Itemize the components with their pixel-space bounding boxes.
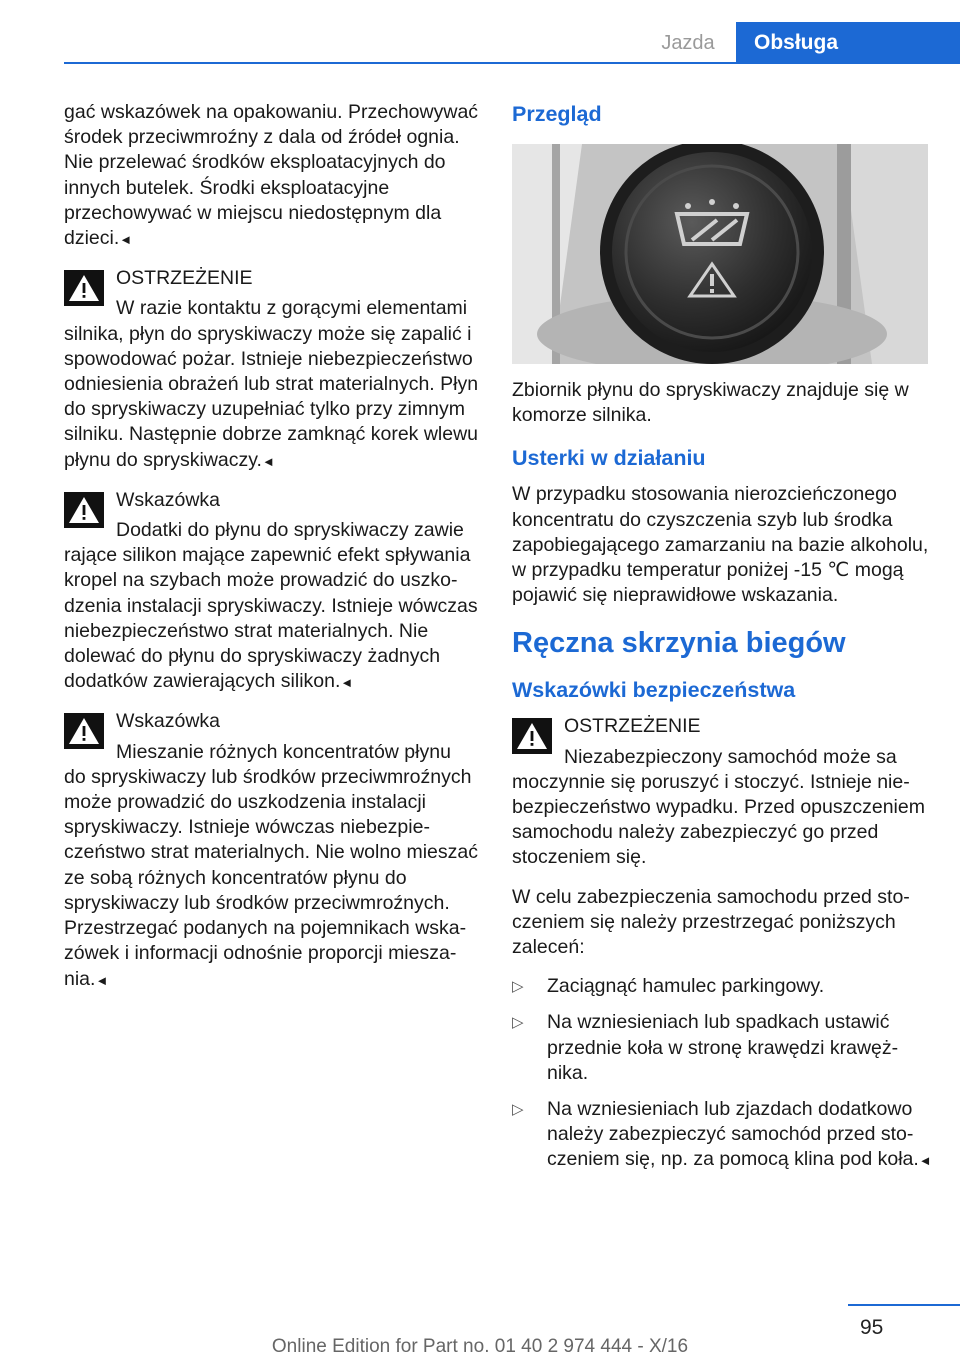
overview-heading: Przegląd [512, 102, 602, 126]
washer-reservoir-photo [512, 144, 928, 364]
bullet-triangle-icon: ▷ [512, 1014, 524, 1032]
bullet-triangle-icon: ▷ [512, 1101, 524, 1119]
warning-block-2 [512, 714, 932, 870]
note-text: rające silikon mające zapewnić efekt spływania kropel na szybach może prowadzić do uszkodzenia instalacji spryskiwaczy. Istnieje wówczas niebezpieczeństwo strat materialnych. Nie dolewać do płynu do spryskiwaczy żadnych dodatków zawierających silikon.◄ [64, 544, 478, 693]
bullet-triangle-icon: ▷ [512, 978, 524, 996]
section-heading: Ręczna skrzynia biegów [512, 627, 846, 660]
end-mark: ◄ [261, 453, 275, 469]
footer-rule [848, 1304, 960, 1306]
note-text-first-line: Dodatki do płynu do spryskiwaczy zawie [116, 519, 464, 542]
note-text-first-line: Mieszanie różnych koncentratów płynu [116, 740, 451, 763]
warning-text-first-line: W razie kontaktu z gorącymi elementami [116, 297, 468, 320]
warning-text: silnika, płyn do spryskiwaczy może się zapalić i spowodować pożar. Istnieje niebezpieczeństwo odniesienia obrażeń lub strat materialnych. Płyn do spryskiwaczy uzupełniać tylko przy zimnym silniku. Następnie dobrze zamknąć korek wlewu płynu do spryskiwaczy.◄ [64, 322, 479, 471]
section-tab-obsluga[interactable]: Obsługa [736, 22, 960, 64]
note-text: do spryskiwaczy lub środków przeciwmroźnych może prowadzić do uszkodzenia instalacji spryskiwaczy. Istnieje wówczas niebezpieczeństwo strat materialnych. Nie wolno mieszać ze sobą różnych koncentratów płynu do spryskiwaczy lub środków przeciwmroźnych. Przestrzegać podanych na pojemnikach wskazówek i informacji odnośnie proporcji mieszania.◄ [64, 765, 478, 990]
end-mark: ◄ [340, 675, 354, 691]
edition-footer: Online Edition for Part no. 01 40 2 974 444 - X/16 [271, 1336, 689, 1357]
left-column [64, 100, 480, 1007]
note-title: Wskazówka [116, 710, 221, 733]
page-number: 95 [860, 1316, 884, 1339]
warning-text: moczynnie się poruszyć i stoczyć. Istnieje niebezpieczeństwo wypadku. Przed opuszczeniem samochodu należy zabezpieczyć go przed stoczeniem się. [512, 770, 925, 869]
list-item: ▷ Na wzniesieniach lub zjazdach dodatkowo należy zabezpieczyć samochód przed stoczeniem się, np. za pomocą klina pod koła.◄ [512, 1098, 932, 1171]
header-rule [64, 62, 960, 64]
warning-triangle-icon [64, 713, 104, 749]
section-tab-jazda[interactable]: Jazda [661, 32, 715, 54]
page-header [0, 0, 960, 64]
safety-heading: Wskazówki bezpieczeństwa [512, 678, 796, 703]
end-mark: ◄ [119, 232, 133, 248]
warning-triangle-icon [64, 492, 104, 528]
end-mark: ◄ [918, 1153, 932, 1169]
figure-caption: Zbiornik płynu do spryskiwaczy znajduje się w komorze silnika. [512, 379, 909, 427]
malfunction-text: W przypadku stosowania nierozcieńczonego koncentratu do czyszczenia szyb lub środka zapobiegającego zamarzaniu na bazie alkoholu, w przypadku temperatur poniżej -15 ℃ mogą pojawić się nieprawidłowe wskazania. [512, 483, 929, 607]
warning-title: OSTRZEŻENIE [116, 267, 253, 290]
instructions-intro: W celu zabezpieczenia samochodu przed stoczeniem się należy przestrzegać poniższych zaleceń: [512, 885, 910, 959]
instruction-list [512, 974, 932, 1173]
list-item: ▷ Zaciągnąć hamulec parkingowy. [512, 974, 932, 999]
washer-reservoir-cap-illustration [512, 144, 928, 364]
end-mark: ◄ [95, 972, 109, 988]
note-block-2 [64, 709, 480, 992]
warning-triangle-icon [64, 270, 104, 306]
note-title: Wskazówka [116, 488, 221, 511]
intro-paragraph: gać wskazówek na opakowaniu. Przechowywać środek przeciwmroźny z dala od źródeł ognia. Nie przelewać środków eksploatacyjnych do innych butelek. Środki eksploatacyjne przechowywać w miejscu niedostępnym dla dzieci.◄ [64, 101, 479, 250]
warning-text-first-line: Niezabezpieczony samochód może sa [564, 745, 897, 768]
note-block-1 [64, 488, 480, 696]
right-column [512, 100, 932, 1185]
warning-title: OSTRZEŻENIE [564, 715, 701, 738]
warning-block-1 [64, 266, 480, 474]
warning-triangle-icon [512, 718, 552, 754]
malfunction-heading: Usterki w działaniu [512, 446, 706, 471]
list-item: ▷ Na wzniesieniach lub spadkach ustawić przednie koła w stronę krawędzi krawężnika. [512, 1011, 899, 1084]
